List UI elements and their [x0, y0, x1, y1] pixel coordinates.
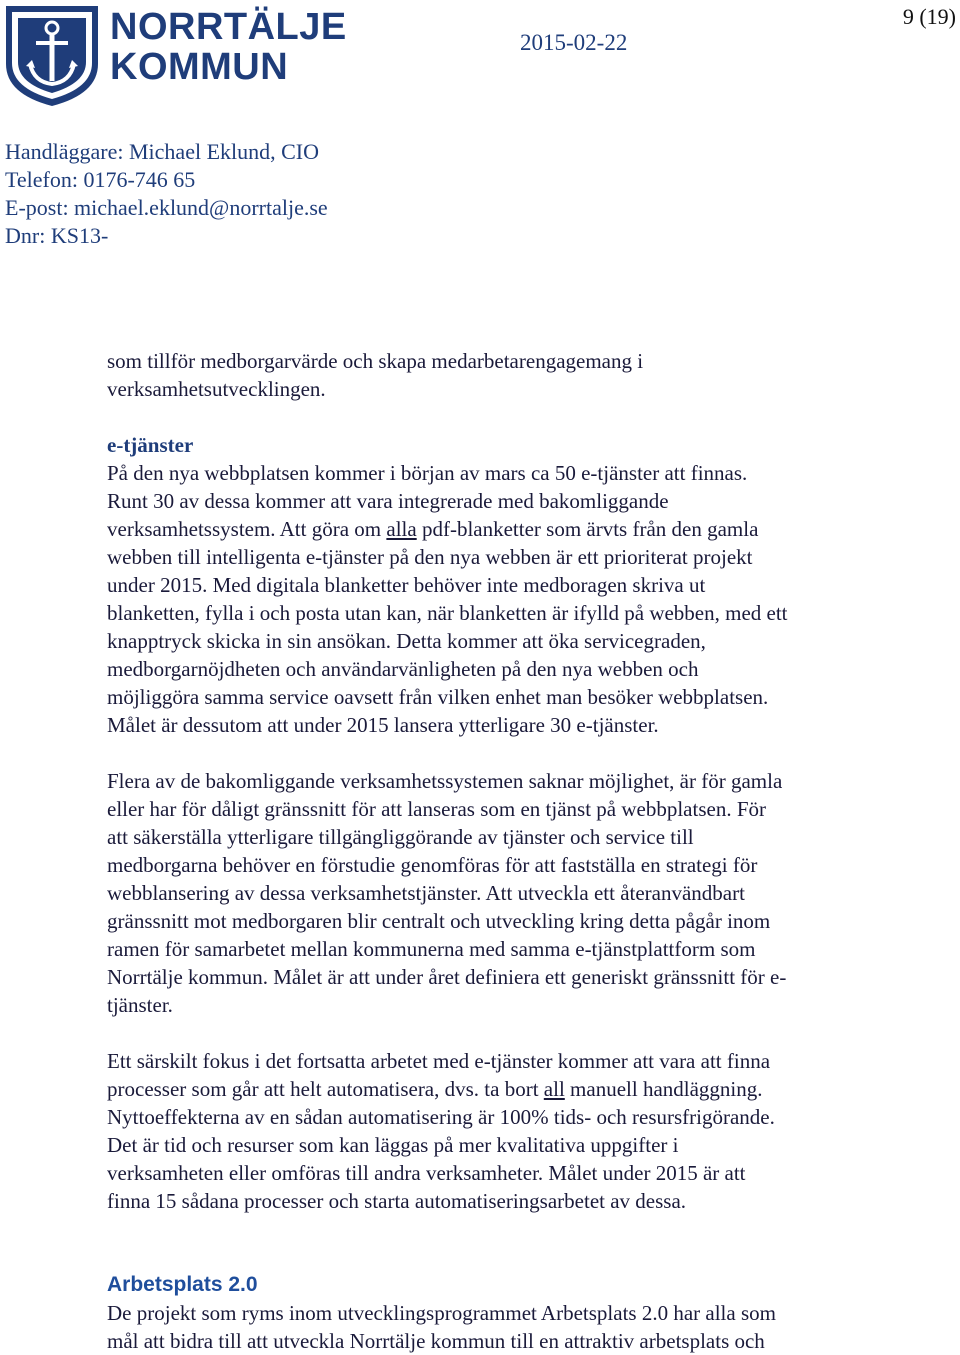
- systems-paragraph: [107, 767, 927, 1019]
- text-line: Nyttoeffekterna av en sådan automatisering är 100% tids- och resursfrigörande.: [107, 1105, 775, 1129]
- text-line: medborgarna behöver en förstudie genomföras för att fastställa en strategi för: [107, 853, 758, 877]
- page-number: 9 (19): [902, 4, 956, 29]
- case-officer: Handläggare: Michael Eklund, CIO: [5, 139, 320, 164]
- automation-paragraph: [107, 1047, 927, 1215]
- phone-number: Telefon: 0176-746 65: [5, 167, 196, 192]
- intro-paragraph: [107, 347, 927, 403]
- text-line: webben till intelligenta e-tjänster på den nya webben är ett prioriterat projekt: [107, 545, 753, 569]
- text-line: Målet är dessutom att under 2015 lansera ytterligare 30 e-tjänster.: [107, 713, 659, 737]
- text-line: eller har för dåligt gränssnitt för att lanseras som en tjänst på webbplatsen. För: [107, 797, 766, 821]
- text-line: På den nya webbplatsen kommer i början av mars ca 50 e-tjänster att finnas.: [107, 461, 748, 485]
- text-line: under 2015. Med digitala blanketter behöver inte medboragen skriva ut: [107, 573, 706, 597]
- text-line: Ett särskilt fokus i det fortsatta arbetet med e-tjänster kommer att vara att finna: [107, 1049, 771, 1073]
- registration-number: Dnr: KS13-: [5, 223, 109, 248]
- text-line: knapptryck skicka in sin ansökan. Detta kommer att öka servicegraden,: [107, 629, 706, 653]
- text-line: De projekt som ryms inom utvecklingsprogrammet Arbetsplats 2.0 har alla som: [107, 1301, 776, 1325]
- text-line: processer som går att helt automatisera, dvs. ta bort: [107, 1077, 544, 1101]
- section-heading-e-tjanster: e-tjänster: [107, 433, 194, 457]
- text-line: verksamheten eller omföras till andra verksamheter. Målet under 2015 är att: [107, 1161, 746, 1185]
- text-line: Det är tid och resurser som kan läggas på mer kvalitativa uppgifter i: [107, 1133, 679, 1157]
- underlined-word: all: [543, 1077, 565, 1101]
- text-line: som tillför medborgarvärde och skapa medarbetarengagemang i: [107, 349, 644, 373]
- text-line: manuell handläggning.: [564, 1077, 763, 1101]
- text-line: medborgarnöjdheten och användarvänligheten på den nya webben och: [107, 657, 699, 681]
- text-line: ramen för samarbetet mellan kommunerna med samma e-tjänstplattform som: [107, 937, 756, 961]
- text-line: Norrtälje kommun. Målet är att under året definiera ett generiskt gränssnitt för e-: [107, 965, 787, 989]
- contact-block: [5, 138, 328, 250]
- text-line: Flera av de bakomliggande verksamhetssystemen saknar möjlighet, är för gamla: [107, 769, 783, 793]
- underlined-word: alla: [386, 517, 417, 541]
- logo-wordmark-line1: NORRTÄLJE: [110, 6, 347, 48]
- text-line: möjliggöra samma service oavsett från vilken enhet man besöker webbplatsen.: [107, 685, 769, 709]
- text-line: tjänster.: [107, 993, 173, 1017]
- text-line: blanketten, fylla i och posta utan kan, när blanketten är ifylld på webben, med ett: [107, 601, 788, 625]
- e-tjanster-paragraph: [107, 459, 927, 739]
- text-line: mål att bidra till att utveckla Norrtälje kommun till en attraktiv arbetsplats och: [107, 1329, 765, 1353]
- text-line: verksamhetssystem. Att göra om: [107, 517, 387, 541]
- document-body: [107, 347, 927, 1355]
- text-line: att säkerställa ytterligare tillgängliggörande av tjänster och service till: [107, 825, 694, 849]
- arbetsplats-paragraph: [107, 1299, 927, 1355]
- text-line: webblansering av dessa verksamhetstjänster. Att utveckla ett återanvändbart: [107, 881, 745, 905]
- document-date: 2015-02-22: [520, 30, 628, 55]
- text-line: finna 15 sådana processer och starta automatiseringsarbetet av dessa.: [107, 1189, 687, 1213]
- coat-of-arms-icon: [2, 2, 102, 108]
- logo-wordmark-line2: KOMMUN: [110, 46, 289, 88]
- text-line: Runt 30 av dessa kommer att vara integrerade med bakomliggande: [107, 489, 669, 513]
- text-line: verksamhetsutvecklingen.: [107, 377, 326, 401]
- email-address: E-post: michael.eklund@norrtalje.se: [5, 195, 328, 220]
- section-heading-arbetsplats: Arbetsplats 2.0: [107, 1273, 258, 1296]
- text-line: pdf-blanketter som ärvts från den gamla: [416, 517, 759, 541]
- municipality-logo: [2, 2, 347, 110]
- text-line: gränssnitt mot medborgaren blir centralt och utveckling kring detta pågår inom: [107, 909, 771, 933]
